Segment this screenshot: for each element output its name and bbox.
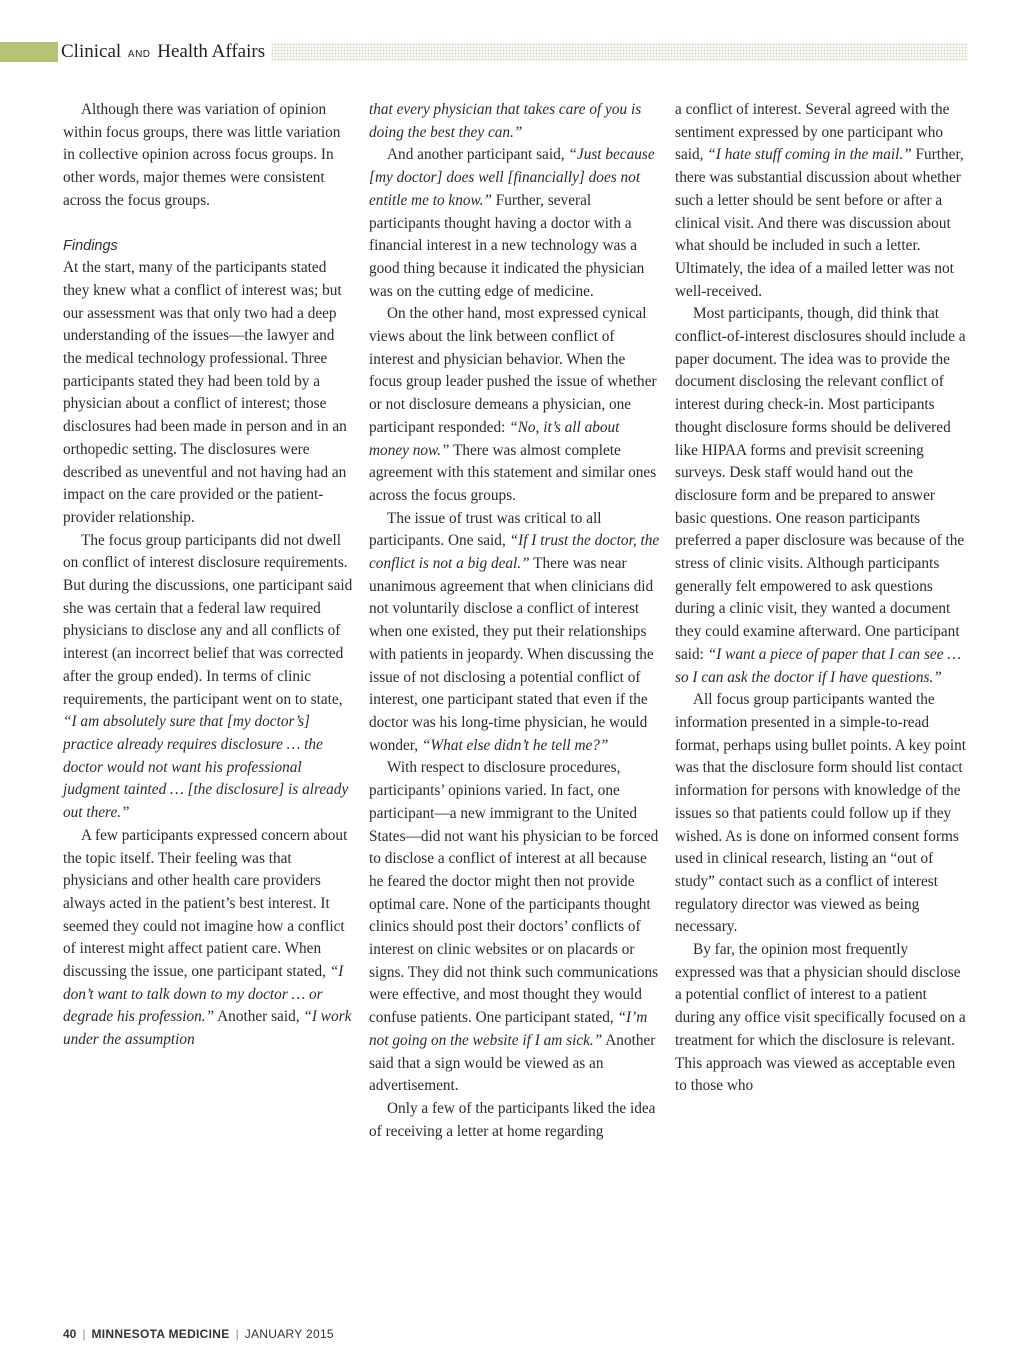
paragraph: [675, 99, 967, 303]
paragraph: [369, 757, 661, 1098]
paragraph: [63, 257, 355, 529]
issue-date: JANUARY 2015: [244, 1327, 334, 1341]
header-dot-pattern: [271, 43, 968, 61]
publication-name: MINNESOTA MEDICINE: [91, 1327, 230, 1341]
quote-text: “If I trust the doctor, the conflict is not a big deal.”: [369, 532, 660, 573]
body-text: Only a few of the participants liked the idea of receiving a letter at home regarding: [369, 1099, 656, 1140]
body-text: The issue of trust was critical to all participants. One said,: [369, 509, 602, 550]
paragraph: [63, 530, 355, 825]
running-header: [0, 38, 968, 66]
body-text: Another said,: [214, 1008, 304, 1026]
paragraph: [369, 144, 661, 303]
quote-text: “What else didn’t he tell me?”: [421, 736, 609, 754]
body-text: There was near unanimous agreement that when clinicians did not voluntarily disclose a conflict of interest when one existed, they put their relationships with patients in jeopardy. When discussing the issue of not disclosing a potential conflict of interest, one participant stated that even if the doctor was his long-time physician, he would wonder,: [369, 555, 654, 754]
quote-text: “I don’t want to talk down to my doctor … or degrade his profession.”: [63, 963, 344, 1026]
quote-text: “No, it’s all about money now.”: [369, 418, 620, 459]
footer-separator: |: [82, 1327, 86, 1341]
paragraph: [63, 99, 355, 213]
section-title: [61, 39, 265, 65]
body-text: With respect to disclosure procedures, participants’ opinions varied. In fact, one participant—a new immigrant to the United States—did not want his physician to be forced to disclose a conflict of interest at all because he feared the doctor might then not provide optimal care. None of the participants thought clinics should post their doctors’ conflicts of interest on clinic websites or on placards or signs. They did not think such communications were effective, and most thought they would confuse patients. One participant stated,: [369, 759, 659, 1027]
body-text: A few participants expressed concern about the topic itself. Their feeling was that physicians and other health care providers always acted in the patient’s best interest. It seemed they could not imagine how a conflict of interest might affect patient care. When discussing the issue, one participant stated,: [63, 826, 348, 981]
body-text: On the other hand, most expressed cynical views about the link between conflict of interest and physician behavior. When the focus group leader pushed the issue of whether or not disclosure demeans a physician, one participant responded:: [369, 305, 657, 436]
body-text: At the start, many of the participants stated they knew what a conflict of interest was; but our assessment was that only two had a deep understanding of the issues—the lawyer and the medical technology professional. Three participants stated they had been told by a physician about a conflict of interest; those disclosures had been made in person and in an orthopedic setting. The disclosures were described as uneventful and not having had an impact on the care provided or the patient-provider relationship.: [63, 259, 347, 526]
paragraph: [63, 825, 355, 1052]
body-text: Another said that a sign would be viewed as an advertisement.: [369, 1031, 656, 1095]
section-title-part2: Health Affairs: [157, 41, 266, 62]
quote-text: “I am absolutely sure that [my doctor’s] practice already requires disclosure … the doctor would not want his professional judgment tainted … [the disclosure] is already out there.”: [63, 713, 349, 822]
body-text: The focus group participants did not dwell on conflict of interest disclosure requirements. But during the discussions, one participant said she was certain that a federal law required physicians to disclose any and all conflicts of interest (an incorrect belief that was corrected after the group ended). In terms of clinic requirements, the participant went on to state,: [63, 531, 353, 708]
paragraph: [369, 99, 661, 144]
page-footer: [63, 1325, 334, 1343]
quote-text: “I’m not going on the website if I am sick.”: [369, 1009, 648, 1049]
body-text: a conflict of interest. Several agreed with the sentiment expressed by one participant who said,: [675, 101, 950, 164]
body-text: By far, the opinion most frequently expressed was that a physician should disclose a potential conflict of interest to a patient during any office visit specifically focused on a treatment for which the disclosure is relevant. This approach was viewed as acceptable even to those who: [675, 941, 966, 1095]
body-text: Further, several participants thought having a doctor with a financial interest in a new technology was a good thing because it indicated the physician was on the cutting edge of medicine.: [369, 191, 645, 300]
paragraph: [369, 303, 661, 507]
body-text: There was almost complete agreement with this statement and similar ones across the focus groups.: [369, 441, 657, 504]
body-text: Further, there was substantial discussion about whether such a letter should be sent before or after a clinical visit. And there was discussion about what should be included in such a letter. Ultimately, the idea of a mailed letter was not well-received.: [675, 146, 964, 300]
header-accent-bar: [0, 42, 58, 62]
section-heading: Findings: [63, 237, 118, 254]
article-column-2: [369, 99, 661, 1143]
body-text: Most participants, though, did think that conflict-of-interest disclosures should include a paper document. The idea was to provide the document disclosing the relevant conflict of interest during check-in. Most participants thought disclosure forms should be delivered like HIPAA forms and previsit screening surveys. Desk staff would hand out the disclosure form and be prepared to answer basic questions. One reason participants preferred a paper disclosure was because of the stress of clinic visits. Although participants generally felt empowered to ask questions during a clinic visit, they wanted a document they could examine afterward. One participant said:: [675, 305, 966, 663]
article-column-1: [63, 99, 355, 1052]
body-text: And another participant said,: [387, 146, 569, 164]
paragraph: [675, 303, 967, 689]
paragraph: [369, 1098, 661, 1143]
section-title-part1: Clinical: [61, 41, 122, 62]
quote-text: “I work under the assumption: [63, 1008, 352, 1049]
page-number: 40: [63, 1327, 77, 1341]
paragraph: [675, 939, 967, 1098]
quote-text: “I hate stuff coming in the mail.”: [707, 146, 912, 164]
quote-text: that every physician that takes care of you is doing the best they can.”: [369, 101, 642, 141]
paragraph: [369, 508, 661, 758]
paragraph: [675, 689, 967, 939]
article-column-3: [675, 99, 967, 1098]
footer-separator: |: [235, 1327, 239, 1341]
quote-text: “I want a piece of paper that I can see … so I can ask the doctor if I have questions.”: [675, 645, 961, 686]
body-text: Although there was variation of opinion within focus groups, there was little variation in collective opinion across focus groups. In other words, major themes were consistent across the focus groups.: [63, 101, 341, 209]
section-title-and: AND: [127, 49, 151, 60]
body-text: All focus group participants wanted the information presented in a simple-to-read format, perhaps using bullet points. A key point was that the disclosure form should list contact information for persons with knowledge of the issues so that patients could follow up if they wished. As is done on informed consent forms used in clinical research, listing an “out of study” contact such as a conflict of interest regulatory director was viewed as being necessary.: [675, 691, 967, 936]
quote-text: “Just because [my doctor] does well [financially] does not entitle me to know.”: [369, 146, 655, 209]
